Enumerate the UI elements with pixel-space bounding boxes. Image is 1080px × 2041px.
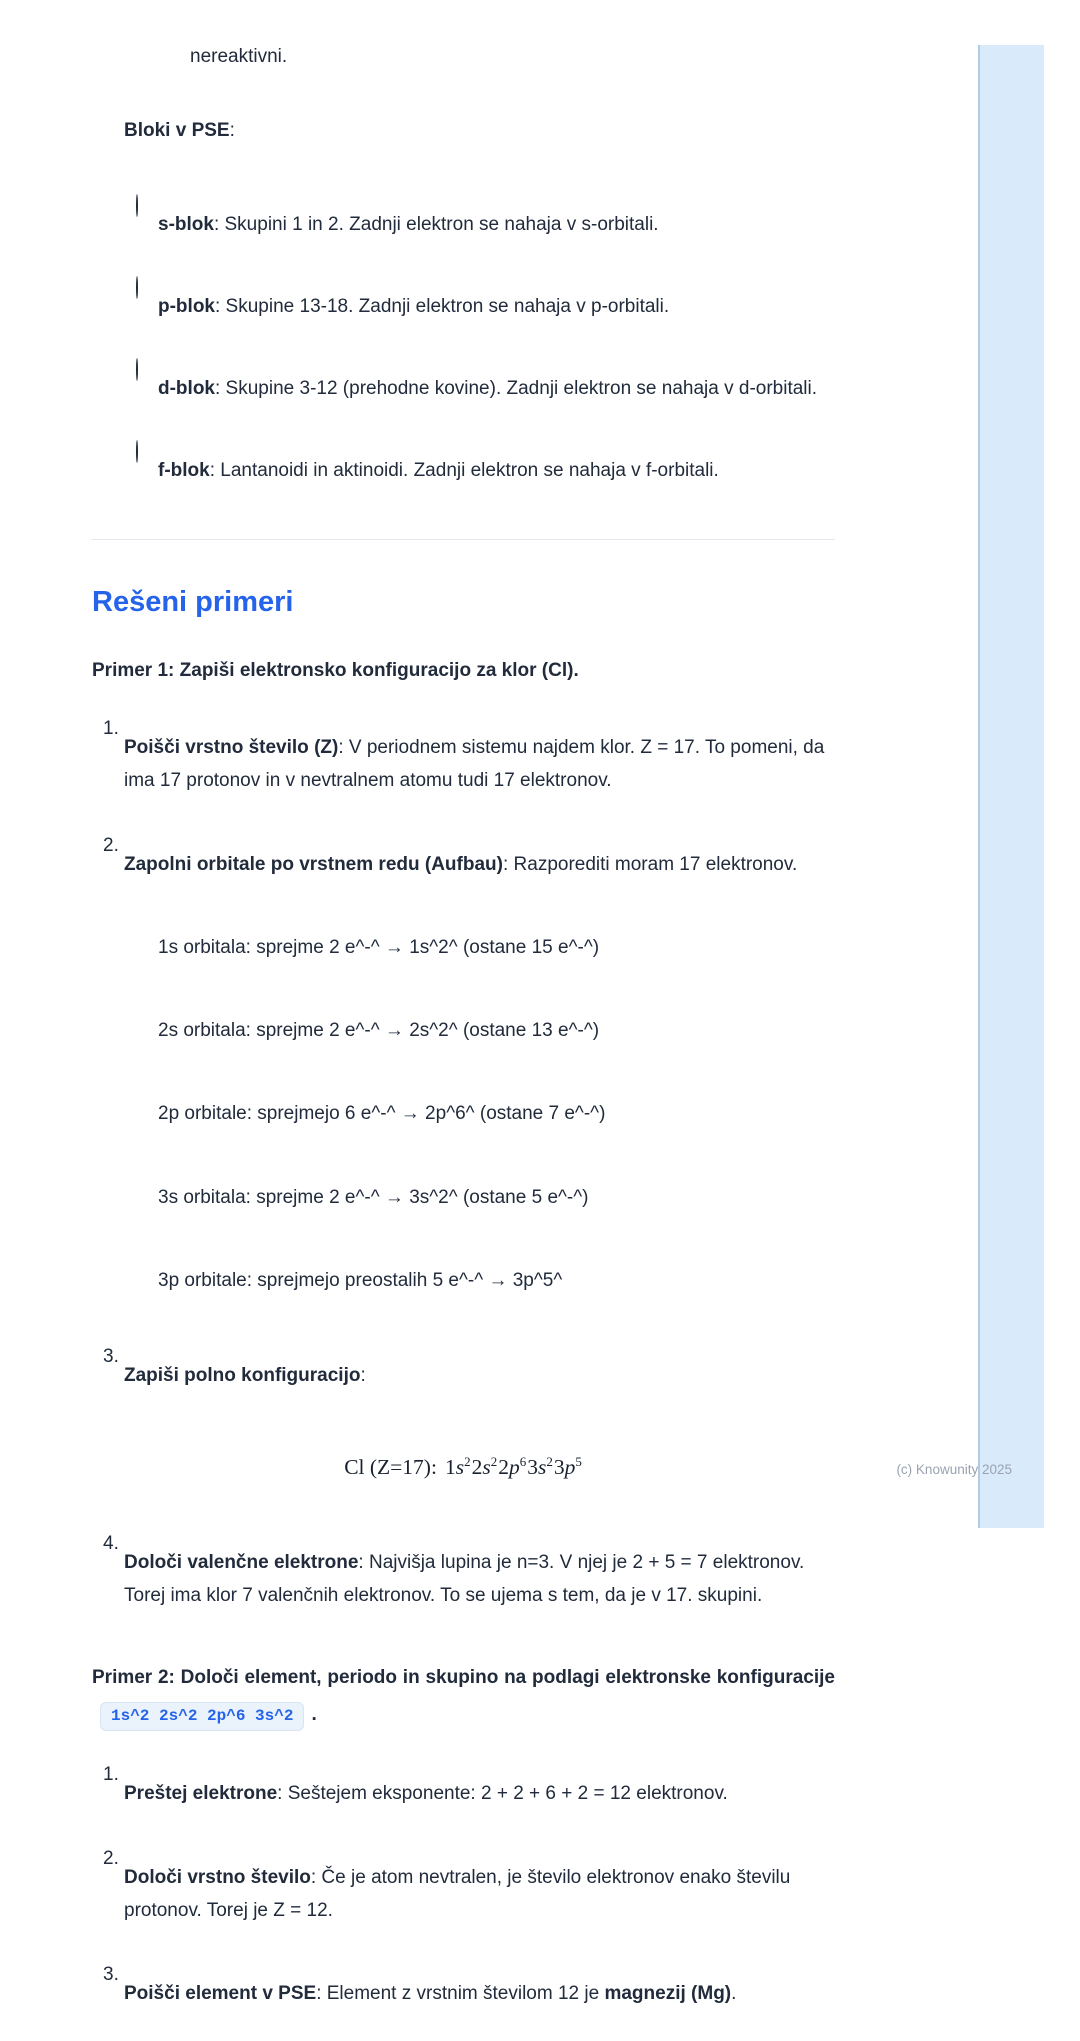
step-item-1 [92,1758,835,1829]
step-rest: : Element z vrstnim številom 12 je [316,1983,605,2005]
orbital-item [132,1078,835,1149]
blok-item-text [158,208,835,241]
step-term: Določi valenčne elektrone [124,1551,359,1573]
step-text [124,848,835,881]
step-term: Poišči vrstno število (Z) [124,737,339,758]
example-2-title-text: Primer 2: Določi element, periodo in skupino na podlagi elektronske konfiguracije [92,1667,835,1689]
step-text [124,1777,835,1810]
orbital-list [132,912,835,1316]
step-text [124,1861,835,1928]
step-number: 1. [103,718,119,739]
step-rest: : Razporediti moram 17 elektronov. [502,853,798,875]
section-heading: Rešeni primeri [92,585,294,618]
step-rest: : [360,1365,366,1386]
step-text [124,1977,835,2010]
section-divider [92,539,835,540]
electron-configuration-formula [92,1449,835,1487]
blok-rest: : Lantanoidi in aktinoidi. Zadnji elektron se nahaja v f-orbitali. [209,460,719,482]
orbital-item [132,1245,835,1316]
formula-term: $2p^6$ [498,1454,527,1480]
continuation-text: nereaktivni. [190,46,288,67]
step-number: 2. [103,834,119,856]
example-2-steps [92,1758,835,2029]
step-item-2 [92,1842,835,1947]
step-term: Zapolni orbitale po vrstnem redu (Aufbau) [124,853,503,875]
blok-term: d-blok [158,378,215,399]
orbital-text: 2s orbitala: sprejme 2 e^-^ → 2s^2^ (ostane 13 e^-^) [158,1020,600,1041]
bloki-suffix: : [229,120,235,142]
formula-term: $2s^2$ [471,1454,498,1480]
step-item-4 [92,1527,835,1632]
orbital-text: 2p orbitale: sprejmejo 6 e^-^ → 2p^6^ (ostane 7 e^-^) [158,1103,606,1125]
step-answer: magnezij (Mg) [604,1983,732,2005]
blok-item-d [132,353,835,424]
step-item-1 [92,712,835,817]
step-number: 3. [103,1346,119,1367]
page-edge-strip [978,45,1044,1528]
formula-term: $3p^5$ [553,1454,582,1480]
step-end: . [731,1983,737,2005]
step-term: Zapiši polno konfiguracijo [124,1365,361,1386]
formula-prefix: Cl (Z=17): [344,1455,437,1480]
orbital-text: 3s orbitala: sprejme 2 e^-^ → 3s^2^ (ostane 5 e^-^) [158,1186,589,1208]
step-term: Poišči element v PSE [124,1983,317,2005]
circle-bullet-icon [132,353,158,386]
footer-credit: (c) Knowunity 2025 [896,1462,1012,1477]
step-item-3 [92,1958,835,2029]
blok-rest: : Skupine 3-12 (prehodne kovine). Zadnji elektron se nahaja v d-orbitali. [215,378,818,399]
blok-item-text [158,372,835,405]
step-number: 4. [103,1532,119,1554]
orbital-item [132,1162,835,1233]
circle-bullet-icon [132,271,158,304]
orbital-item [132,995,835,1066]
step-rest: : Seštejem eksponente: 2 + 2 + 6 + 2 = 12 elektronov. [277,1783,728,1805]
bullet-item-bloki [92,95,835,166]
step-number: 3. [103,1964,119,1986]
blok-term: f-blok [158,460,210,482]
bloki-label: Bloki v PSE [124,120,230,142]
blok-term: s-blok [158,213,214,235]
example-1-title: Primer 1: Zapiši elektronsko konfiguracijo za klor (Cl). [92,659,579,681]
step-term: Preštej elektrone [124,1783,278,1805]
example-2-title [92,1659,835,1733]
step-rest: : Če je atom nevtralen, je število elektronov enako številu protonov. Torej je Z = 12. [124,1866,791,1921]
step-rest: : Najvišja lupina je n=3. V njej je 2 + 5 = 7 elektronov. Torej ima klor 7 valenčnih elektronov. To se ujema s tem, da je v 17. skupini. [124,1551,805,1607]
step-text [124,731,835,798]
step-text [124,1546,835,1613]
bullet-text [124,114,835,147]
formula-term: $1s^2$ [444,1454,471,1480]
step-rest: : V periodnem sistemu najdem klor. Z = 17. To pomeni, da ima 17 protonov in v nevtralnem atomu tudi 17 elektronov. [124,737,825,792]
circle-bullet-icon [132,189,158,222]
orbital-text: 3p orbitale: sprejmejo preostalih 5 e^-^ → 3p^5^ [158,1269,563,1291]
blok-item-text [158,454,835,487]
formula-term: $3s^2$ [527,1454,553,1480]
step-item-2 [92,829,835,900]
example-1-steps [92,712,835,1631]
blok-item-p [132,271,835,342]
step-number: 2. [103,1847,119,1869]
orbital-item [132,912,835,983]
inline-code: 1s^2 2s^2 2p^6 3s^2 [100,1702,304,1731]
blok-list [92,189,835,507]
step-text [124,1359,835,1392]
blok-term: p-blok [158,295,215,317]
step-item-3 [92,1340,835,1411]
blok-rest: : Skupine 13-18. Zadnji elektron se nahaja v p-orbitali. [215,295,670,317]
step-term: Določi vrstno število [124,1866,311,1888]
example-2-title-end: . [311,1704,317,1726]
blok-item-f [132,435,835,506]
blok-rest: : Skupini 1 in 2. Zadnji elektron se nahaja v s-orbitali. [213,213,659,235]
document-content [92,40,835,2041]
orbital-text: 1s orbitala: sprejme 2 e^-^ → 1s^2^ (ostane 15 e^-^) [158,936,600,958]
blok-item-text [158,290,835,323]
blok-item-s [132,189,835,260]
circle-bullet-icon [132,435,158,468]
step-number: 1. [103,1764,119,1786]
